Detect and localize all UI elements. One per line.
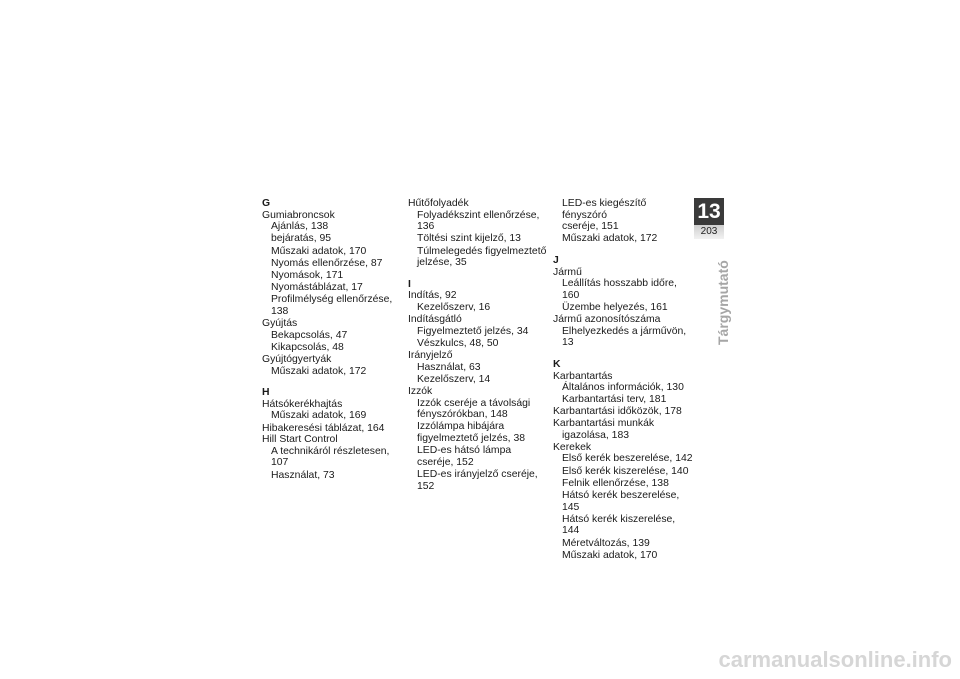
index-entry-title: Indítás, 92 xyxy=(408,290,457,302)
index-subentry xyxy=(562,394,693,406)
index-entry xyxy=(262,210,402,318)
index-subentry xyxy=(271,470,402,482)
index-entry-title: Karbantartás xyxy=(553,370,613,382)
index-subentry xyxy=(562,478,693,490)
index-entry xyxy=(408,290,548,313)
index-subentry-text: Nyomástáblázat, 17 xyxy=(271,282,363,294)
index-subentry xyxy=(417,246,548,269)
index-subentry xyxy=(562,302,693,314)
index-subentry xyxy=(562,490,693,513)
index-entry-title: Gumiabroncsok xyxy=(262,209,335,221)
index-entry-title: Jármű azonosítószáma xyxy=(553,314,661,326)
index-entry xyxy=(262,354,402,377)
index-entry-title: Gyújtás xyxy=(262,318,298,330)
index-entry-title: Irányjelző xyxy=(408,350,453,362)
index-subentry-text: Figyelmeztető jelzés, 34 xyxy=(417,325,529,337)
index-entry-title: Hibakeresési táblázat, 164 xyxy=(262,422,385,434)
index-subentry-text: Méretváltozás, 139 xyxy=(562,537,650,549)
index-subentry-text: Leállítás hosszabb időre, 160 xyxy=(562,278,677,301)
index-subentry xyxy=(562,514,693,537)
section-title: Tárgymutató xyxy=(715,260,731,345)
index-entry-title: Hűtőfolyadék xyxy=(408,198,469,209)
index-letter: H xyxy=(262,387,270,399)
index-subentry-text: Nyomás ellenőrzése, 87 xyxy=(271,257,383,269)
index-subentry-text: Hátsó kerék beszerelése, 145 xyxy=(562,490,680,513)
index-subentry xyxy=(271,258,402,270)
index-subentry xyxy=(562,382,693,394)
index-entry xyxy=(553,418,693,441)
index-letter: G xyxy=(262,198,271,209)
index-subentry-text: A technikáról részletesen, 107 xyxy=(271,445,390,469)
index-subentry-text: Bekapcsolás, 47 xyxy=(271,329,348,341)
index-subentry-text: Töltési szint kijelző, 13 xyxy=(417,233,521,245)
index-subentry-text: figyelmeztető jelzés, 38 xyxy=(417,433,526,445)
index-subentry xyxy=(271,270,402,282)
index-subentry xyxy=(562,466,693,478)
index-subentry xyxy=(417,210,548,233)
index-subentry xyxy=(417,302,548,314)
index-subentry xyxy=(271,446,402,469)
index-entry-title: Izzók xyxy=(408,386,433,398)
index-entry xyxy=(553,198,693,245)
index-subentry-text: Izzók cseréje a távolsági xyxy=(417,397,531,409)
index-entry xyxy=(262,423,402,435)
index-entry-title: Karbantartási munkák xyxy=(553,418,655,430)
index-subentry-text: Karbantartási terv, 181 xyxy=(562,394,667,406)
index-subentry xyxy=(562,550,693,562)
index-subentry xyxy=(271,410,402,422)
index-subentry-text: Felnik ellenőrzése, 138 xyxy=(562,477,669,489)
index-subentry xyxy=(562,538,693,550)
index-subentry xyxy=(417,338,548,350)
index-subentry-text: bejáratás, 95 xyxy=(271,233,332,245)
index-subentry xyxy=(271,221,402,233)
index-subentry-text: cseréje, 151 xyxy=(562,221,619,233)
index-entry-title: Hátsókerékhajtás xyxy=(262,398,343,410)
index-column-3 xyxy=(553,198,693,562)
page-number: 203 xyxy=(694,225,724,239)
index-subentry-text: Kezelőszerv, 16 xyxy=(417,301,491,313)
index-subentry-text: cseréje, 152 xyxy=(417,456,474,468)
index-subentry xyxy=(417,398,548,421)
index-subentry-text: Első kerék kiszerelése, 140 xyxy=(562,465,689,477)
index-subentry-text: LED-es irányjelző cseréje, 152 xyxy=(417,469,538,492)
index-subentry xyxy=(417,374,548,386)
index-entry xyxy=(262,399,402,422)
index-letter: J xyxy=(553,254,559,266)
index-entry-title: Kerekek xyxy=(553,441,592,453)
chapter-tab xyxy=(694,198,724,239)
index-subentry-text: jelzése, 35 xyxy=(417,257,467,269)
index-subentry-text: Nyomások, 171 xyxy=(271,269,344,281)
index-subentry-text: Műszaki adatok, 172 xyxy=(562,233,658,245)
index-subentry xyxy=(271,366,402,378)
index-entry xyxy=(408,350,548,385)
index-entry xyxy=(553,442,693,562)
index-entry-title: Gyújtógyertyák xyxy=(262,354,332,366)
index-subentry-text: LED-es kiegészítő fényszóró xyxy=(562,198,647,221)
index-subentry xyxy=(417,233,548,245)
index-entry xyxy=(408,386,548,492)
index-subentry xyxy=(417,469,548,492)
index-subentry-text: Általános információk, 130 xyxy=(562,382,684,394)
index-subentry xyxy=(271,282,402,294)
index-subentry xyxy=(417,445,548,468)
index-entry xyxy=(408,198,548,269)
index-subentry-text: Kezelőszerv, 14 xyxy=(417,373,491,385)
index-subentry xyxy=(417,421,548,444)
index-subentry-text: Műszaki adatok, 170 xyxy=(562,549,658,561)
index-subentry-text: Profilmélység ellenőrzése, 138 xyxy=(271,294,393,317)
index-entry xyxy=(553,267,693,314)
index-subentry-text: Üzembe helyezés, 161 xyxy=(562,301,668,313)
index-subentry-text: igazolása, 183 xyxy=(562,429,630,441)
index-letter: K xyxy=(553,358,561,370)
chapter-number: 13 xyxy=(694,198,724,225)
index-subentry-text: fényszórókban, 148 xyxy=(417,409,508,421)
index-subentry xyxy=(417,362,548,374)
index-subentry-text: Első kerék beszerelése, 142 xyxy=(562,453,693,465)
index-subentry-text: Hátsó kerék kiszerelése, 144 xyxy=(562,513,676,537)
index-subentry-text: Elhelyezkedés a járművön, 13 xyxy=(562,325,687,349)
index-entry xyxy=(408,314,548,349)
index-subentry xyxy=(562,326,693,349)
index-subentry xyxy=(562,278,693,301)
index-subentry-text: Vészkulcs, 48, 50 xyxy=(417,337,499,349)
index-subentry xyxy=(562,198,693,233)
index-entry-title: Jármű xyxy=(553,266,582,278)
index-subentry-text: Izzólámpa hibájára xyxy=(417,421,505,433)
index-subentry xyxy=(271,294,402,317)
index-subentry-text: Használat, 63 xyxy=(417,361,481,373)
index-subentry xyxy=(562,233,693,245)
index-entry-title: Indításgátló xyxy=(408,314,462,326)
index-entry xyxy=(553,371,693,406)
index-subentry-text: Műszaki adatok, 169 xyxy=(271,410,367,422)
index-subentry-text: LED-es hátsó lámpa xyxy=(417,445,512,457)
index-subentry xyxy=(417,326,548,338)
index-entry xyxy=(262,434,402,481)
index-subentry-text: Túlmelegedés figyelmeztető xyxy=(417,245,547,257)
index-subentry xyxy=(271,246,402,258)
index-entry xyxy=(553,406,693,418)
index-subentry-text: Műszaki adatok, 170 xyxy=(271,245,367,257)
index-column-2 xyxy=(408,198,548,493)
index-entry xyxy=(553,314,693,349)
index-subentry xyxy=(271,342,402,354)
index-entry xyxy=(262,318,402,353)
index-subentry xyxy=(562,453,693,465)
index-entry-title: Hill Start Control xyxy=(262,434,338,446)
index-subentry-text: Folyadékszint ellenőrzése, 136 xyxy=(417,209,540,233)
index-column-1 xyxy=(262,198,402,482)
index-subentry xyxy=(271,330,402,342)
index-entry-title: Karbantartási időközök, 178 xyxy=(553,406,682,418)
index-subentry-text: Használat, 73 xyxy=(271,469,335,481)
index-subentry xyxy=(562,430,693,442)
index-subentry xyxy=(271,233,402,245)
index-letter: I xyxy=(408,278,411,290)
index-subentry-text: Ajánlás, 138 xyxy=(271,221,329,233)
index-subentry-text: Kikapcsolás, 48 xyxy=(271,341,344,353)
index-subentry-text: Műszaki adatok, 172 xyxy=(271,365,367,377)
watermark: carmanualsonline.info xyxy=(718,647,952,672)
